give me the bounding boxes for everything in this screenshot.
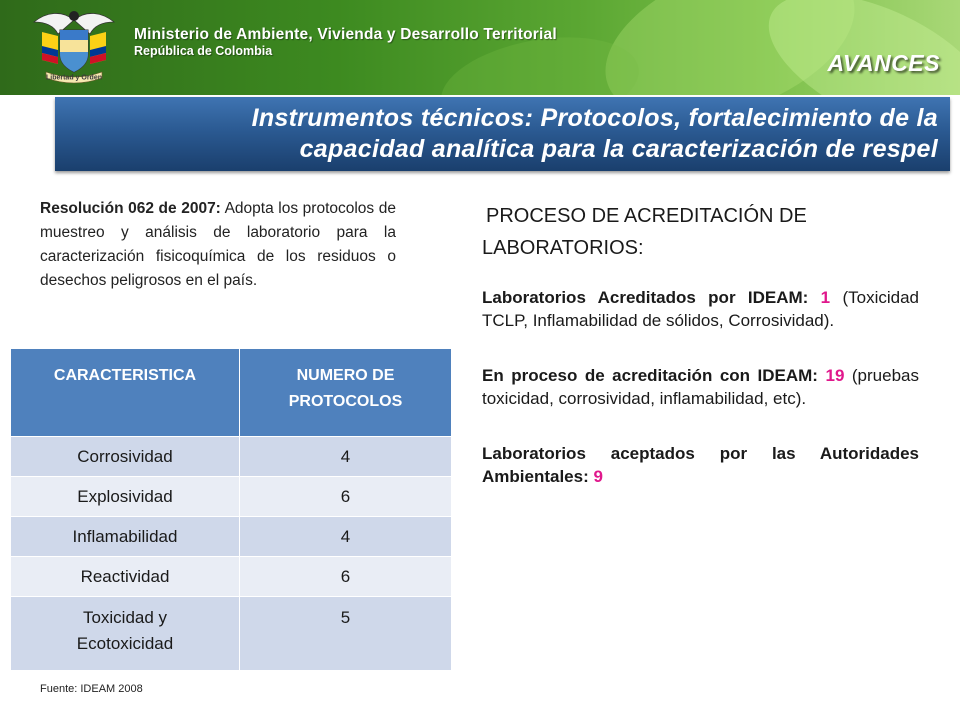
- in-process-labs-label: En proceso de acreditación con IDEAM:: [482, 366, 818, 385]
- column-header-numero: NUMERO DE PROTOCOLOS: [240, 349, 452, 437]
- table-row: [11, 477, 452, 517]
- column-header-caracteristica: CARACTERISTICA: [11, 349, 240, 437]
- cell-numero: 4: [240, 517, 452, 557]
- motto-text: Libertad y Orden: [45, 74, 103, 82]
- accredited-labs-count: 1: [820, 288, 831, 307]
- section-title-line1: PROCESO DE ACREDITACIÓN DE: [486, 205, 807, 227]
- cell-numero: 4: [240, 437, 452, 477]
- in-process-labs-count: 19: [825, 366, 845, 385]
- accredited-labs-paragraph: [482, 286, 919, 332]
- title-bar: [55, 97, 950, 171]
- cell-caracteristica: Explosividad: [11, 477, 240, 517]
- table-row: [11, 597, 452, 671]
- accepted-labs-count: 9: [593, 467, 603, 486]
- protocols-table: [10, 348, 452, 671]
- accreditation-section: [482, 200, 919, 520]
- in-process-labs-detail: (pruebas toxicidad, corrosividad, inflamabilidad, etc).: [482, 366, 919, 408]
- slide-title: [78, 103, 938, 165]
- accepted-labs-paragraph: [482, 442, 919, 488]
- resolution-label: Resolución 062 de 2007:: [40, 200, 221, 217]
- section-title-line2: LABORATORIOS:: [482, 237, 644, 259]
- avances-tag: AVANCES: [827, 50, 940, 76]
- accepted-labs-label: Laboratorios aceptados por las Autoridades Ambientales:: [482, 444, 919, 486]
- accredited-labs-detail: (Toxicidad TCLP, Inflamabilidad de sólidos, Corrosividad).: [482, 288, 919, 330]
- coat-of-arms-icon: [24, 6, 124, 88]
- cell-caracteristica: Reactividad: [11, 557, 240, 597]
- table-row: [11, 557, 452, 597]
- table-header-row: [11, 349, 452, 437]
- section-title: [482, 200, 919, 264]
- source-note: Fuente: IDEAM 2008: [40, 683, 143, 695]
- resolution-paragraph: [40, 197, 396, 293]
- cell-numero: 6: [240, 557, 452, 597]
- cell-caracteristica: Inflamabilidad: [11, 517, 240, 557]
- slide-title-line2: capacidad analítica para la caracterización de respel: [299, 135, 938, 163]
- ministry-name: Ministerio de Ambiente, Vivienda y Desarrollo Territorial: [134, 26, 557, 43]
- resolution-text: Adopta los protocolos de muestreo y análisis de laboratorio para la caracterización fisicoquímica de los residuos o desechos peligrosos en el país.: [40, 200, 396, 289]
- in-process-labs-paragraph: [482, 364, 919, 410]
- slide-title-line1: Instrumentos técnicos: Protocolos, fortalecimiento de la: [251, 104, 938, 132]
- table-row: [11, 517, 452, 557]
- cell-numero: 5: [240, 597, 452, 671]
- republic-name: República de Colombia: [134, 44, 273, 58]
- accredited-labs-label: Laboratorios Acreditados por IDEAM:: [482, 288, 809, 307]
- cell-caracteristica: Corrosividad: [11, 437, 240, 477]
- table-row: [11, 437, 452, 477]
- cell-caracteristica: Toxicidad y Ecotoxicidad: [11, 597, 240, 671]
- header-banner: [0, 0, 960, 95]
- cell-numero: 6: [240, 477, 452, 517]
